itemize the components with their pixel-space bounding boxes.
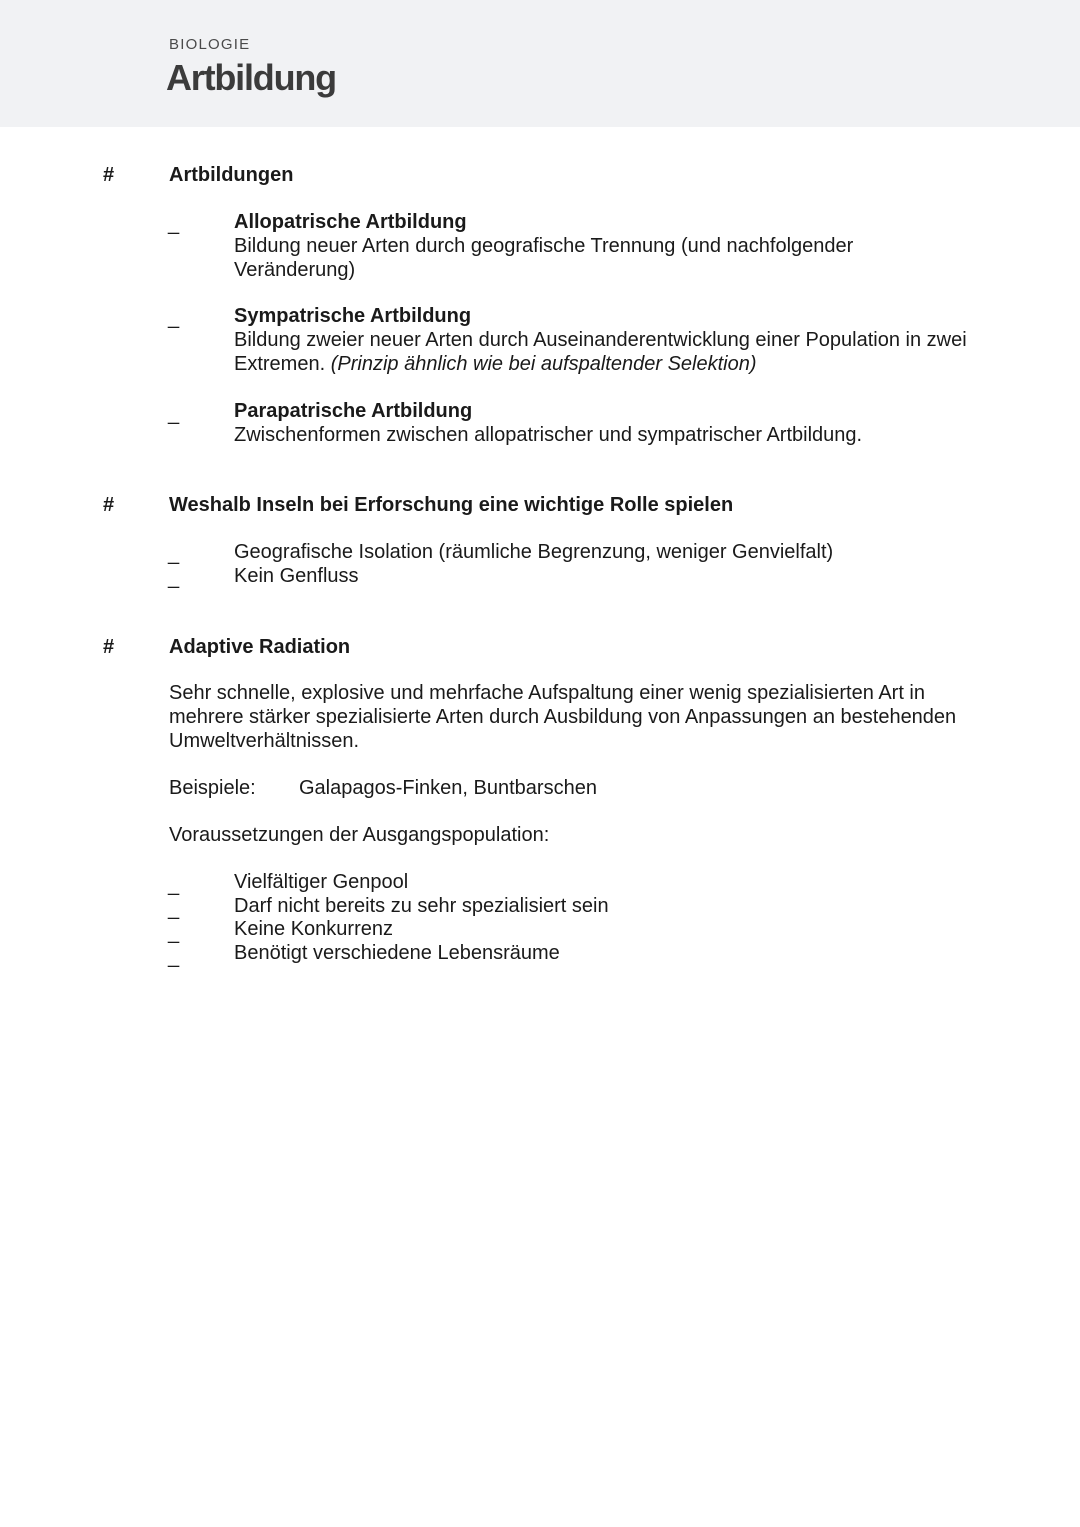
examples-label: Beispiele: xyxy=(169,777,256,799)
list-item-parapatric xyxy=(234,399,974,447)
definition-paragraph: Sehr schnelle, explosive und mehrfache Aufspaltung einer wenig spezialisierten Art in mehrere stärker spezialisierte Arten durch Ausbildung von Anpassungen an bestehenden Umweltverhältnissen. xyxy=(169,682,957,752)
bullet: _ xyxy=(168,898,180,920)
item-description: Bildung zweier neuer Arten durch Auseinanderentwicklung einer Population in zwei Extremen. (Prinzip ähnlich wie bei aufspaltender Selektion) xyxy=(234,329,967,375)
prerequisites-heading: Voraussetzungen der Ausgangspopulation: xyxy=(169,824,550,846)
item-title: Allopatrische Artbildung xyxy=(234,211,467,233)
section-title-inseln: Weshalb Inseln bei Erforschung eine wichtige Rolle spielen xyxy=(169,494,734,516)
bullet: _ xyxy=(168,213,180,235)
list-item: Benötigt verschiedene Lebensräume xyxy=(234,942,560,964)
list-item: Geografische Isolation (räumliche Begrenzung, weniger Genvielfalt) xyxy=(234,541,834,563)
section-title-adaptive-radiation: Adaptive Radiation xyxy=(169,636,351,658)
bullet: _ xyxy=(168,567,180,589)
item-description: Bildung neuer Arten durch geografische Trennung (und nachfolgender Veränderung) xyxy=(234,235,854,281)
section-title-artbildungen: Artbildungen xyxy=(169,164,294,186)
bullet: _ xyxy=(168,922,180,944)
section-marker: # xyxy=(103,164,115,186)
list-item-allopatric xyxy=(234,210,974,282)
subject-label: BIOLOGIE xyxy=(169,36,251,53)
bullet: _ xyxy=(168,307,180,329)
item-description: Zwischenformen zwischen allopatrischer und sympatrischer Artbildung. xyxy=(234,424,863,446)
list-item: Darf nicht bereits zu sehr spezialisiert sein xyxy=(234,895,609,917)
list-item: Keine Konkurrenz xyxy=(234,918,393,940)
page-header xyxy=(0,0,1080,127)
item-note: (Prinzip ähnlich wie bei aufspaltender Selektion) xyxy=(330,353,757,375)
bullet: _ xyxy=(168,403,180,425)
bullet: _ xyxy=(168,543,180,565)
bullet: _ xyxy=(168,946,180,968)
list-item: Kein Genfluss xyxy=(234,565,359,587)
examples-value: Galapagos-Finken, Buntbarschen xyxy=(299,777,597,799)
bullet: _ xyxy=(168,874,180,896)
page-title: Artbildung xyxy=(166,57,336,98)
list-item-sympatric xyxy=(234,304,974,376)
section-marker: # xyxy=(103,494,115,516)
section-marker: # xyxy=(103,636,115,658)
list-item: Vielfältiger Genpool xyxy=(234,871,409,893)
item-title: Parapatrische Artbildung xyxy=(234,400,473,422)
item-title: Sympatrische Artbildung xyxy=(234,305,472,327)
